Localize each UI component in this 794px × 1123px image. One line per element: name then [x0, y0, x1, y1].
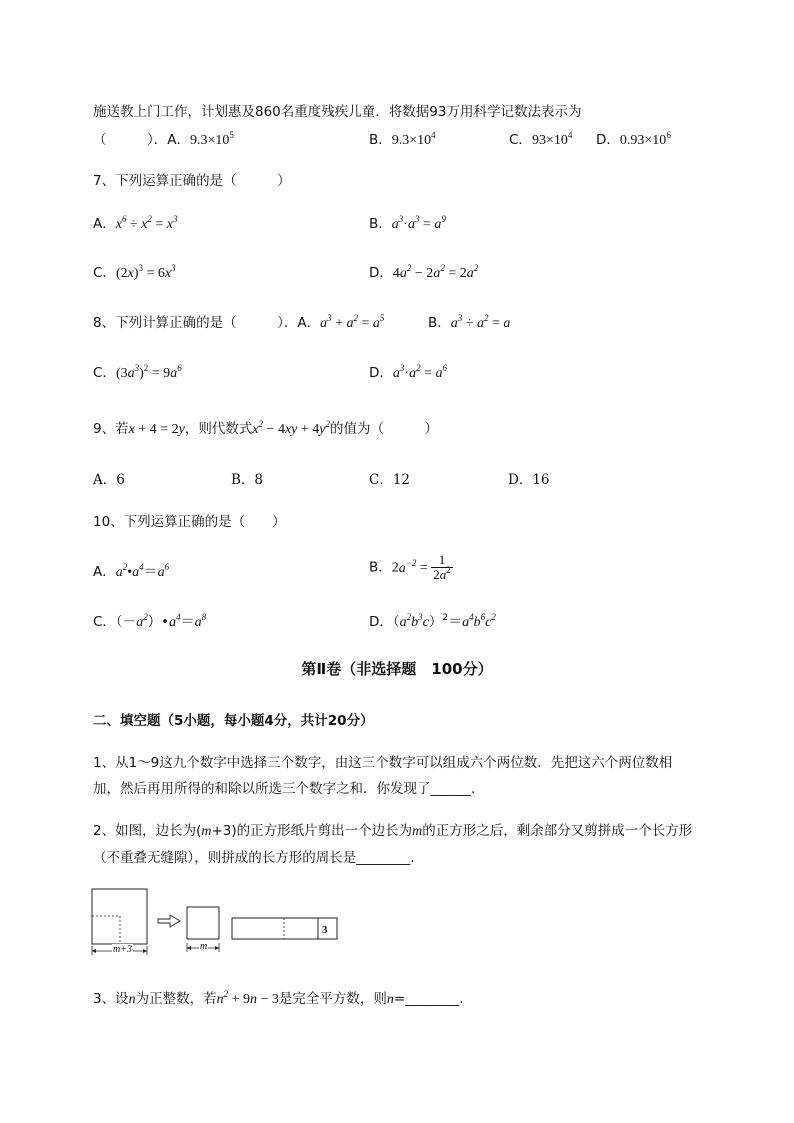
section-heading: 二、填空题（5小题，每小题4分，共计20分）: [93, 713, 374, 729]
q10-stem: 10、下列运算正确的是（ ）: [93, 514, 286, 530]
q6-option-c: C．$93\times 10^4$: [509, 130, 573, 148]
q7-option-d: D．$4a^2 - 2a^2 = 2a^2$: [369, 263, 479, 281]
q7-option-a: A．$x^6 \div x^2 = x^3$: [93, 214, 178, 232]
f2-line1: 2、如图，边长为(m+3)的正方形纸片剪出一个边长为m的正方形之后，剩余部分又剪拼成一个长方形: [93, 823, 693, 839]
q6-paren: （ ）．A．: [93, 132, 190, 148]
q10-option-a: A．$a^2•a^4=a^6$: [93, 562, 170, 580]
q6-option-b: B．$9.3\times 10^4$: [369, 130, 436, 148]
q7-stem: 7、下列运算正确的是（ ）: [93, 173, 291, 189]
fig-label-m-plus-3: m+3: [113, 944, 132, 955]
f3-line: 3、设n为正整数，若$n^2 + 9n - 3$是完全平方数，则n=________.: [93, 989, 464, 1007]
q9-option-d: D．16: [508, 472, 550, 488]
q10-option-c: C．$(-a^2)•a^4=a^8$: [93, 612, 207, 630]
q6-option-d: D．$0.93\times 10^6$: [596, 130, 671, 148]
fig-label-m: m: [200, 941, 208, 952]
q7-option-b: B．$a^3\cdot a^3 = a^9$: [369, 214, 446, 232]
q10-fraction: $\frac{1}{2a^2}$: [433, 552, 451, 582]
right-arrow-icon: [158, 915, 180, 927]
section-title: 第Ⅱ卷（非选择题 100分）: [301, 660, 493, 678]
f2-line2: （不重叠无缝隙），则拼成的长方形的周长是________.: [93, 850, 415, 866]
f1-line1: 1、从1～9这九个数字中选择三个数字，由这三个数字可以组成六个两位数．先把这六个两位数相: [93, 755, 673, 771]
q8-stem: 8、下列计算正确的是（ ）．A．$a^3 + a^2 = a^5$: [93, 313, 385, 331]
q6-option-a: $9.3\times 10^5$: [190, 130, 234, 148]
small-square: [187, 907, 219, 939]
big-square: [92, 889, 147, 944]
q9-option-a: A．6: [93, 472, 125, 488]
q8-option-d: D．$a^3\cdot a^2 = a^6$: [369, 363, 447, 381]
q10-option-d: D．$(a^2b^3c)^2=a^4b^6c^2$: [369, 612, 496, 630]
q6-options: [93, 128, 234, 149]
q6-line1: 施送教上门工作，计划惠及860名重度残疾儿童．将数据93万用科学记数法表示为: [93, 104, 582, 120]
q9-option-c: C．12: [369, 472, 411, 488]
inner-square-dashed: [92, 916, 120, 944]
q10-option-b: B．$2a^{-2}$ = $\frac{1}{2a^2}$: [369, 552, 451, 582]
q7-option-c: C．$(2x)^3 = 6x^3$: [93, 263, 176, 281]
q8-option-c: C．$(3a^3)^2 = 9a^6$: [93, 363, 182, 381]
f1-line2: 加，然后再用所得的和除以所选三个数字之和．你发现了______.: [93, 781, 476, 797]
fig-label-3: 3: [322, 924, 328, 936]
q8-option-b: B．$a^3 \div a^2 = a$: [428, 313, 511, 331]
q9-stem: 9、若x + 4 = 2y，则代数式$x^2 - 4xy + 4y^2$的值为（ ）: [93, 419, 439, 437]
q9-option-b: B．8: [231, 472, 264, 488]
